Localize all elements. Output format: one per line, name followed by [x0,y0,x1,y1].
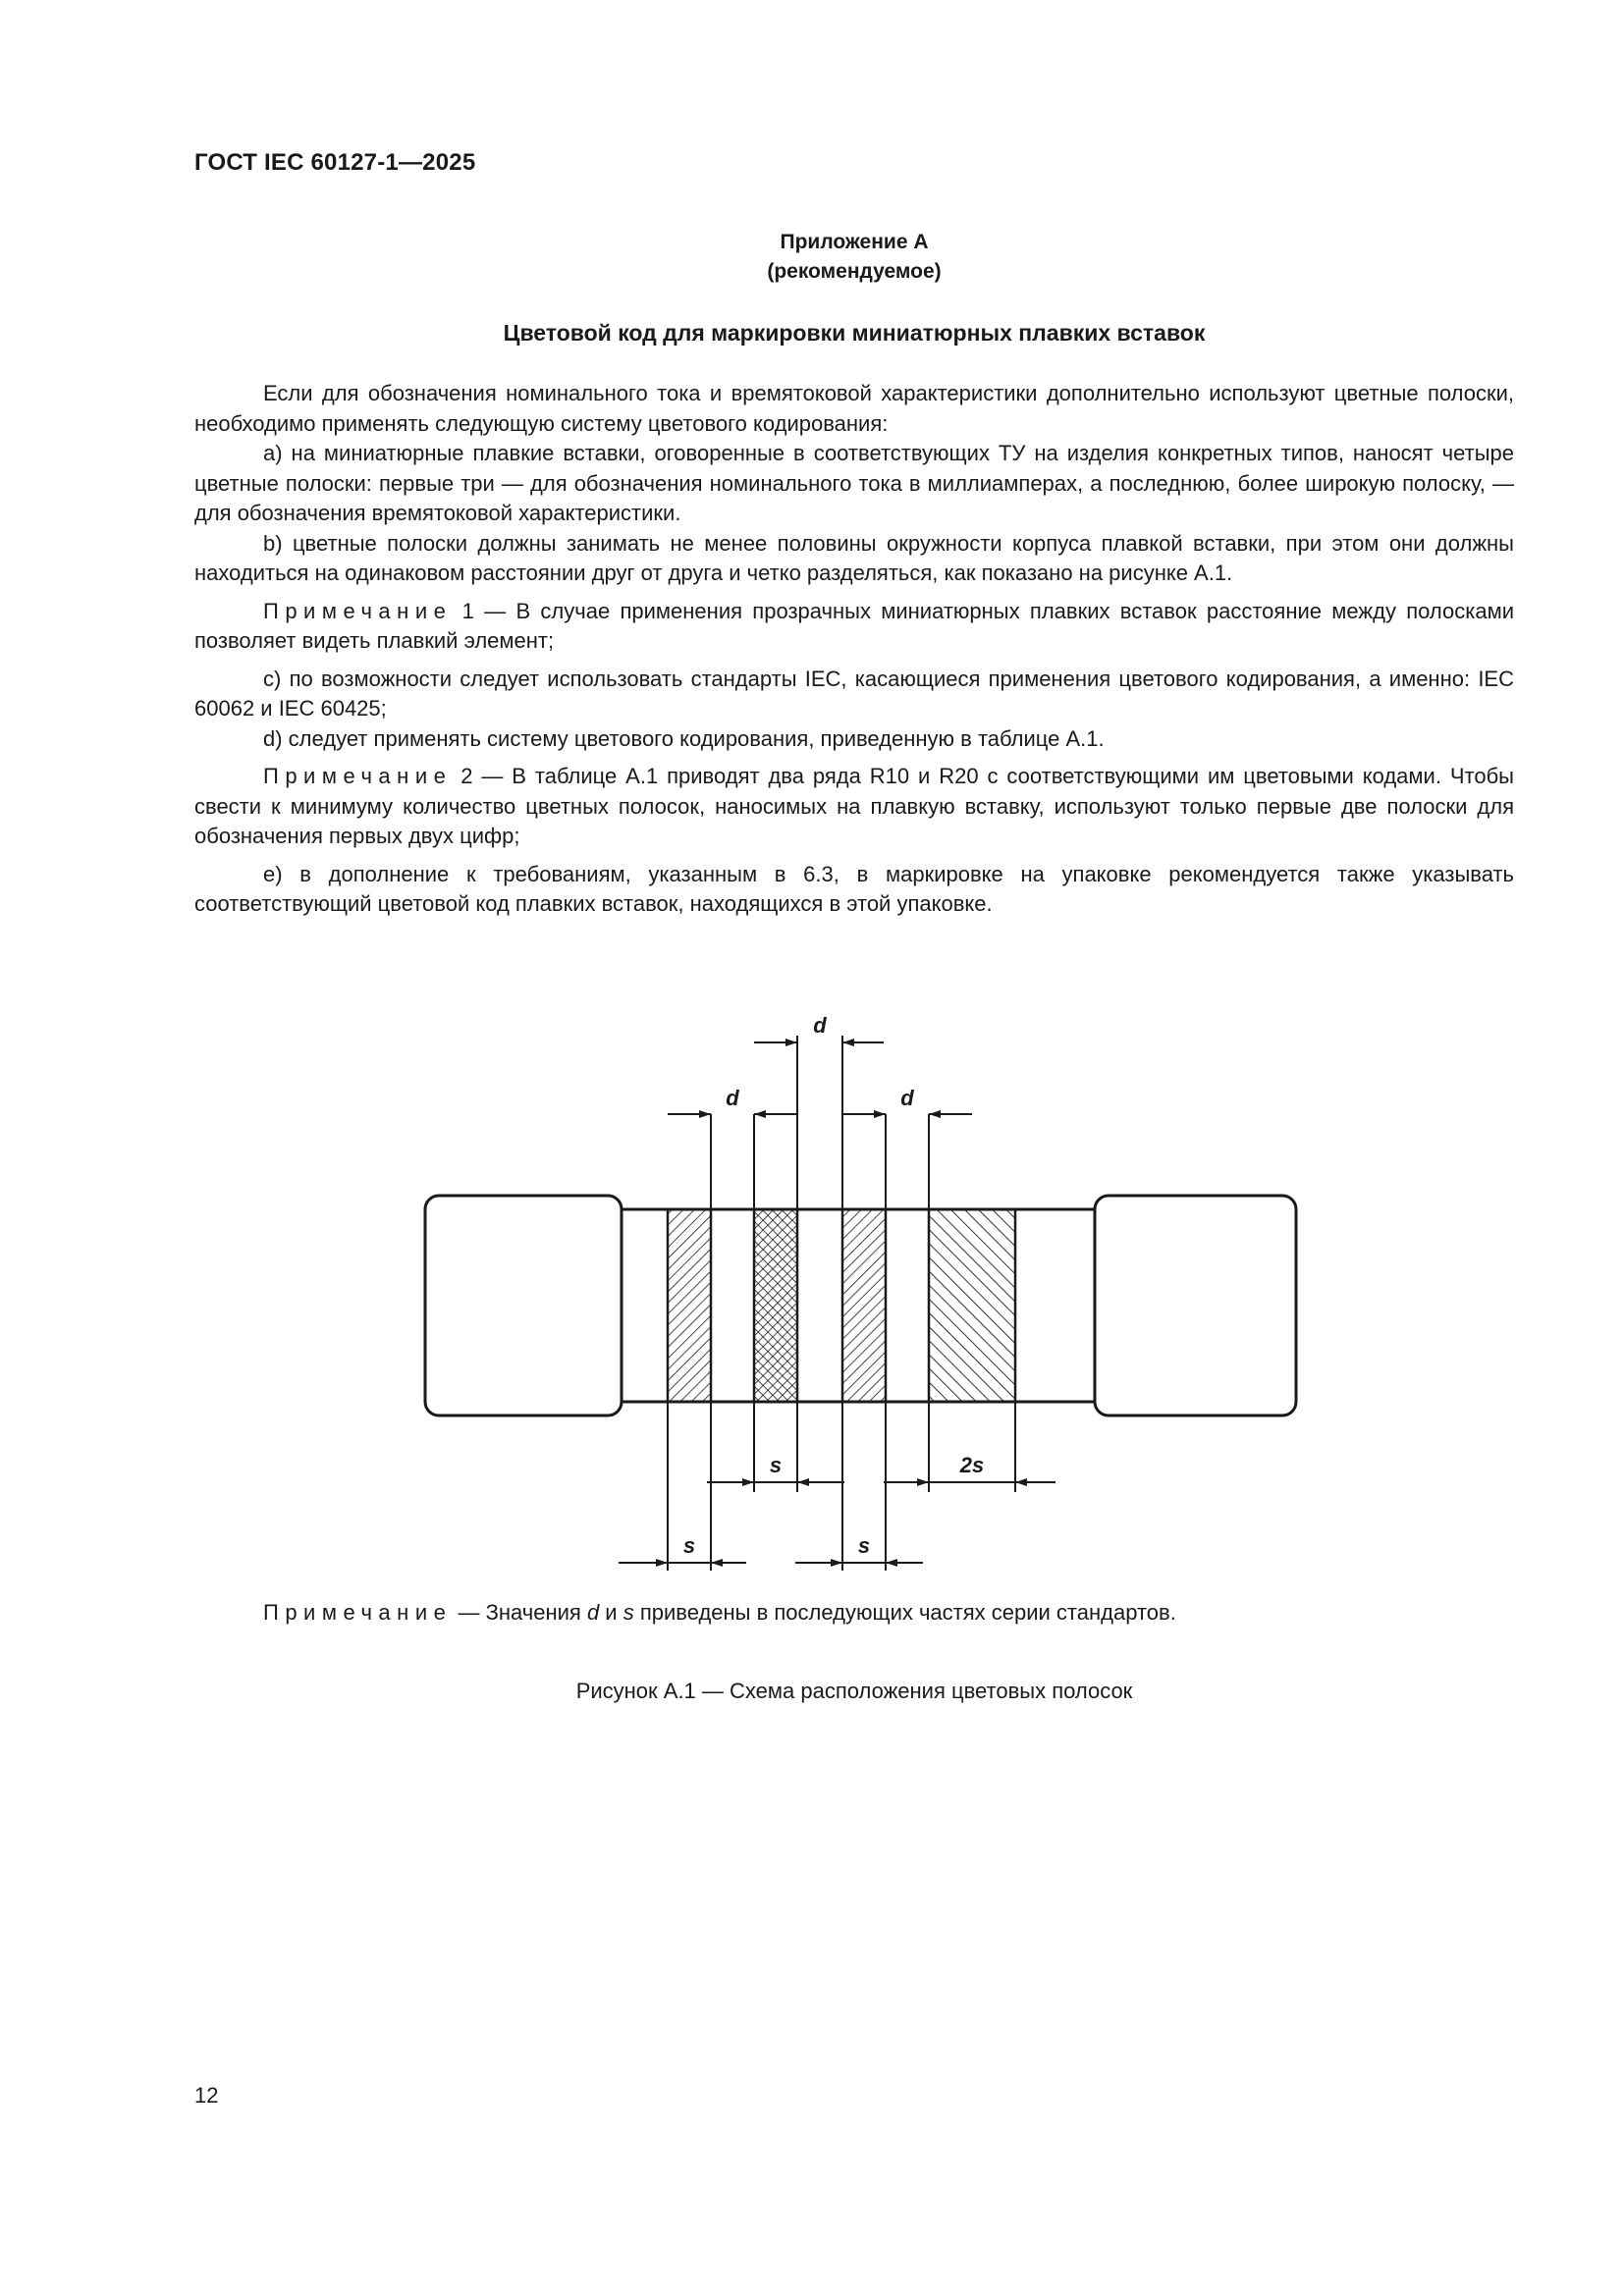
dimension-label-d-right: d [900,1086,914,1110]
color-band-2 [754,1209,797,1402]
annex-title-block [194,228,1514,287]
dimension-label-s-right: s [857,1533,871,1558]
page-number: 12 [194,2083,219,2108]
section-heading: Цветовой код для маркировки миниатюрных плавких вставок [503,320,1206,346]
color-band-4 [929,1209,1015,1402]
note-1 [194,597,1514,657]
figure-note-mid: и [599,1600,623,1625]
annex-status: (рекомендуемое) [767,260,942,283]
note-1-label: Примечание [263,598,453,623]
dimension-label-d-top: d [813,1013,827,1038]
color-band-3 [842,1209,886,1402]
figure-note [263,1600,1176,1626]
dimension-label-2s: 2s [959,1453,985,1477]
paragraph-d: d) следует применять систему цветового кодирования, приведенную в таблице А.1. [263,725,1105,751]
dimension-label-d-left: d [726,1086,739,1110]
body-text [194,379,1514,920]
figure-note-pre: — Значения [458,1600,587,1625]
paragraph-a: a) на миниатюрные плавкие вставки, оговоренные в соответствующих ТУ на изделия конкретных типов, наносят четыре цветные полоски: первые три — для обозначения номинального тока в миллиамперах, а последнюю, более широкую полоску, — для обозначения времятоковой характеристики. [194,441,1514,525]
fuse-diagram [0,982,1624,1590]
annex-title: Приложение А [780,231,929,253]
color-band-1 [668,1209,711,1402]
note-2 [194,762,1514,852]
figure-note-d: d [586,1600,600,1625]
dimension-label-s-mid: s [769,1453,783,1477]
figure-note-post: приведены в последующих частях серии стандартов. [633,1600,1176,1625]
figure-a1 [0,982,1624,1590]
fuse-cap-right [1095,1196,1296,1415]
dimension-label-s-left: s [682,1533,696,1558]
figure-note-label: Примечание [263,1600,453,1625]
fuse-cap-left [425,1196,622,1415]
note-2-text: 2 — В таблице А.1 приводят два ряда R10 и R20 с соответствующими им цветовыми кодами. Чтобы свести к минимуму количество цветных полосок, наносимых на плавкую вставку, используют только первые две полоски для обозначения первых двух цифр; [194,764,1514,848]
document-header: ГОСТ IEC 60127-1—2025 [194,149,476,176]
paragraph-e: e) в дополнение к требованиям, указанным в 6.3, в маркировке на упаковке рекомендуется также указывать соответствующий цветовой код плавких вставок, находящихся в этой упаковке. [194,861,1514,916]
note-2-label: Примечание [263,764,453,788]
note-1-text: 1 — В случае применения прозрачных миниатюрных плавких вставок расстояние между полосками позволяет видеть плавкий элемент; [194,598,1514,653]
figure-note-s: s [623,1600,634,1625]
paragraph-b: b) цветные полоски должны занимать не менее половины окружности корпуса плавкой вставки, при этом они должны находиться на одинаковом расстоянии друг от друга и четко разделяться, как показано на рисунке А.1. [194,530,1514,585]
paragraph-intro: Если для обозначения номинального тока и времятоковой характеристики дополнительно используют цветные полоски, необходимо применять следующую систему цветового кодирования: [194,381,1514,436]
paragraph-c: c) по возможности следует использовать стандарты IEC, касающиеся применения цветового кодирования, а именно: IEC 60062 и IEC 60425; [194,666,1514,721]
figure-caption: Рисунок А.1 — Схема расположения цветовых полосок [575,1679,1133,1703]
